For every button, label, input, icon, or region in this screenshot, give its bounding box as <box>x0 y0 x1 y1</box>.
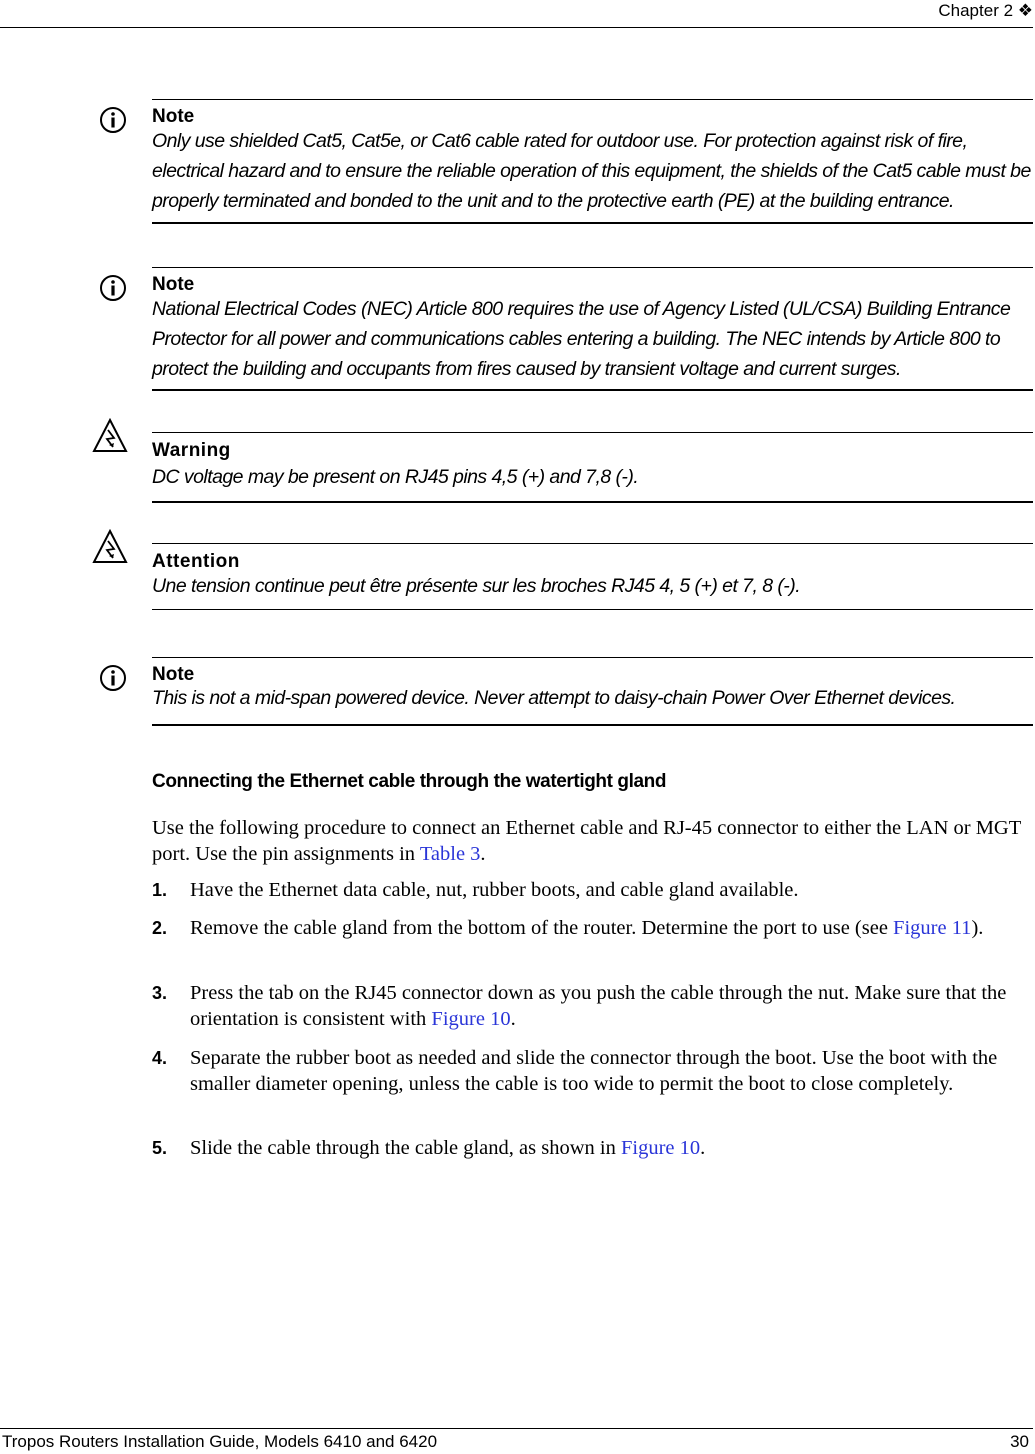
callout-bottom-rule <box>152 389 1033 391</box>
step-text-main: Separate the rubber boot as needed and slide the connector through the boot. Use the boot with the smaller diameter opening, unless the cable is too wide to permit the boot to close completely. <box>190 1047 998 1095</box>
callout-bottom-rule <box>152 501 1033 503</box>
step-text <box>190 1135 1032 1161</box>
callout-top-rule <box>152 267 1033 268</box>
header-rule <box>0 27 1033 28</box>
section-heading: Connecting the Ethernet cable through the watertight gland <box>152 771 667 792</box>
callout-bottom-rule <box>152 724 1033 726</box>
step-number: 3. <box>152 983 168 1003</box>
note-callout-nec <box>92 267 1033 391</box>
step-number: 1. <box>152 880 168 900</box>
table-3-link[interactable]: Table 3 <box>419 843 481 865</box>
note-callout-mid-span <box>92 657 1033 727</box>
info-icon <box>99 274 127 302</box>
callout-body: This is not a mid-span powered device. Never attempt to daisy-chain Power Over Ethernet devices. <box>152 687 956 709</box>
step-text-end: . <box>700 1137 706 1159</box>
figure-10-link[interactable]: Figure 10 <box>620 1137 701 1159</box>
callout-title: Note <box>152 106 195 127</box>
callout-top-rule <box>152 99 1033 100</box>
callout-body: DC voltage may be present on RJ45 pins 4,5 (+) and 7,8 (-). <box>152 466 639 488</box>
figure-10-link[interactable]: Figure 10 <box>431 1008 511 1030</box>
callout-top-rule <box>152 543 1033 544</box>
step-text-main: Remove the cable gland from the bottom of the router. Determine the port to use (see <box>190 917 894 939</box>
attention-callout-dc-voltage-fr <box>92 543 1033 613</box>
electrical-hazard-icon <box>92 418 128 454</box>
page-number: 30 <box>1010 1432 1029 1451</box>
callout-title: Note <box>152 274 195 295</box>
step-text <box>190 915 1032 941</box>
step-text <box>190 1045 1032 1097</box>
intro-paragraph <box>152 815 1032 867</box>
warning-callout-dc-voltage <box>92 432 1033 504</box>
figure-11-link[interactable]: Figure 11 <box>893 917 972 939</box>
callout-title: Attention <box>152 551 240 572</box>
callout-top-rule <box>152 432 1033 433</box>
callout-bottom-rule <box>152 222 1033 224</box>
info-icon <box>99 106 127 134</box>
step-number: 2. <box>152 918 168 938</box>
callout-title: Note <box>152 664 195 685</box>
electrical-hazard-icon <box>92 529 128 565</box>
chapter-header: Chapter 2 ❖ <box>938 1 1033 20</box>
step-text-end: . <box>510 1008 516 1030</box>
note-callout-shielded-cable <box>92 99 1033 224</box>
info-icon <box>99 664 127 692</box>
step-number: 4. <box>152 1048 168 1068</box>
callout-title: Warning <box>152 440 231 461</box>
step-text-main: Slide the cable through the cable gland, as shown in <box>190 1137 621 1159</box>
intro-text: Use the following procedure to connect an Ethernet cable and RJ-45 connector to either the LAN or MGT port. Use the pin assignments in <box>152 817 1021 865</box>
callout-top-rule <box>152 657 1033 658</box>
step-number: 5. <box>152 1138 168 1158</box>
step-text <box>190 980 1032 1032</box>
callout-body: National Electrical Codes (NEC) Article 800 requires the use of Agency Listed (UL/CSA) Building Entrance Protector for all power and communications cables entering a building. The NEC intends by Article 800 to protect the building and occupants from fires caused by transient voltage and current surges. <box>152 298 1011 380</box>
footer-rule <box>0 1428 1033 1429</box>
step-text-end: ). <box>971 917 984 939</box>
step-text <box>190 877 1032 903</box>
callout-body: Only use shielded Cat5, Cat5e, or Cat6 cable rated for outdoor use. For protection against risk of fire, electrical hazard and to ensure the reliable operation of this equipment, the shields of the Cat5 cable must be properly terminated and bonded to the unit and to the protective earth (PE) at the building entrance. <box>152 130 1031 212</box>
intro-text-end: . <box>480 843 486 865</box>
footer-title: Tropos Routers Installation Guide, Models 6410 and 6420 <box>2 1432 438 1451</box>
callout-bottom-rule <box>152 609 1033 610</box>
callout-body: Une tension continue peut être présente sur les broches RJ45 4, 5 (+) et 7, 8 (-). <box>152 575 801 597</box>
step-text-main: Have the Ethernet data cable, nut, rubber boots, and cable gland available. <box>190 879 799 901</box>
step-text-main: Press the tab on the RJ45 connector down as you push the cable through the nut. Make sure that the orientation is consistent with <box>190 982 1007 1030</box>
